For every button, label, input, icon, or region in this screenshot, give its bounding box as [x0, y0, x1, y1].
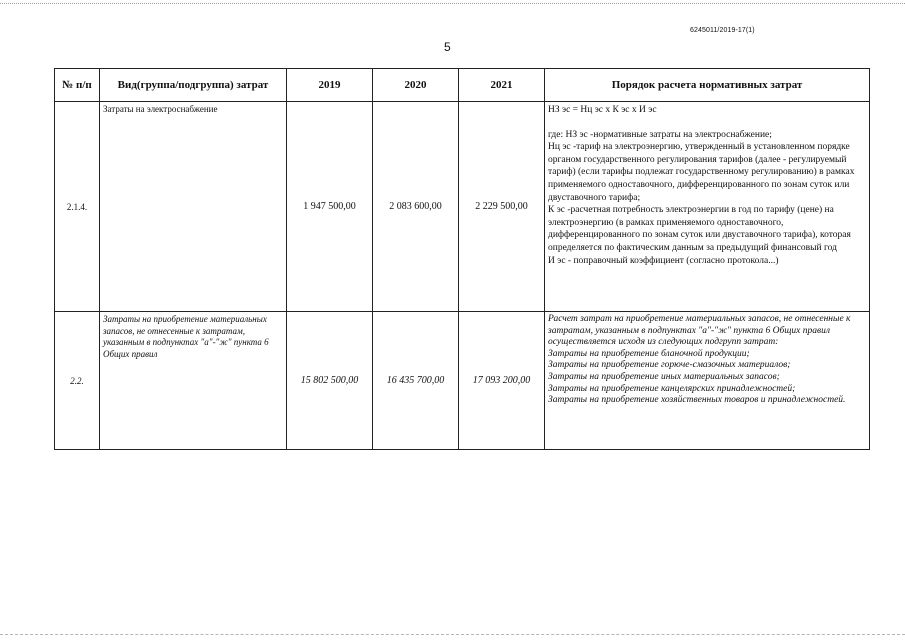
cost-kind: Затраты на приобретение материальных запасов, не отнесенные к затратам, указанным в подпунктах "а"-"ж" пункта 6 Общих правил — [100, 312, 287, 450]
header-num: № п/п — [55, 69, 100, 102]
value-2020: 16 435 700,00 — [373, 312, 459, 450]
method-line: где: НЗ эс -нормативные затраты на электроснабжение; — [548, 129, 772, 140]
value-2019: 1 947 500,00 — [287, 102, 373, 312]
table-header-row — [55, 69, 870, 102]
method-line: К эс -расчетная потребность электроэнергии в год по тарифу (цене) на электроэнергию (в рамках применяемого одноставочного, дифференцированного по зонам суток или двуставочного тарифа), которая определяется по фактическим данным за предыдущий финансовый год — [548, 205, 851, 253]
method-line: Затраты на приобретение бланочной продукции; — [548, 348, 750, 359]
method-line: Затраты на приобретение иных материальных запасов; — [548, 371, 780, 382]
calculation-method — [545, 102, 870, 312]
value-2021: 2 229 500,00 — [459, 102, 545, 312]
value-2021: 17 093 200,00 — [459, 312, 545, 450]
cost-kind: Затраты на электроснабжение — [100, 102, 287, 312]
scan-artifact-top — [0, 3, 905, 4]
header-2019: 2019 — [287, 69, 373, 102]
cost-table — [54, 68, 870, 450]
row-number: 2.1.4. — [55, 102, 100, 312]
method-line: Затраты на приобретение хозяйственных товаров и принадлежностей. — [548, 395, 846, 406]
calculation-method — [545, 312, 870, 450]
header-kind: Вид(группа/подгруппа) затрат — [100, 69, 287, 102]
header-2020: 2020 — [373, 69, 459, 102]
method-line: Расчет затрат на приобретение материальных запасов, не отнесенные к затратам, указанным в подпунктах "а"-"ж" пункта 6 Общих правил осуществляется исходя из следующих подгрупп затрат: — [548, 314, 851, 348]
document-id: 6245011/2019-17(1) — [690, 27, 755, 34]
page-number: 5 — [444, 40, 451, 54]
method-line: И эс - поправочный коэффициент (согласно протокола...) — [548, 255, 779, 266]
scan-artifact-bottom — [0, 634, 905, 635]
method-line: Нц эс -тариф на электроэнергию, утвержденный в установленном порядке органом государственного регулирования тарифов (далее - регулируемый тариф) (если тарифы подлежат государственному регулированию) в рамках применяемого одноставочного, дифференцированного по зонам суток или двуставочного тарифа; — [548, 142, 855, 203]
row-number: 2.2. — [55, 312, 100, 450]
header-2021: 2021 — [459, 69, 545, 102]
method-line: Затраты на приобретение горюче-смазочных материалов; — [548, 360, 791, 371]
table-row — [55, 312, 870, 450]
header-method: Порядок расчета нормативных затрат — [545, 69, 870, 102]
value-2019: 15 802 500,00 — [287, 312, 373, 450]
method-line: Затраты на приобретение канцелярских принадлежностей; — [548, 383, 796, 394]
value-2020: 2 083 600,00 — [373, 102, 459, 312]
formula: НЗ эс = Нц эс х К эс х И эс — [548, 105, 657, 115]
table-row — [55, 102, 870, 312]
